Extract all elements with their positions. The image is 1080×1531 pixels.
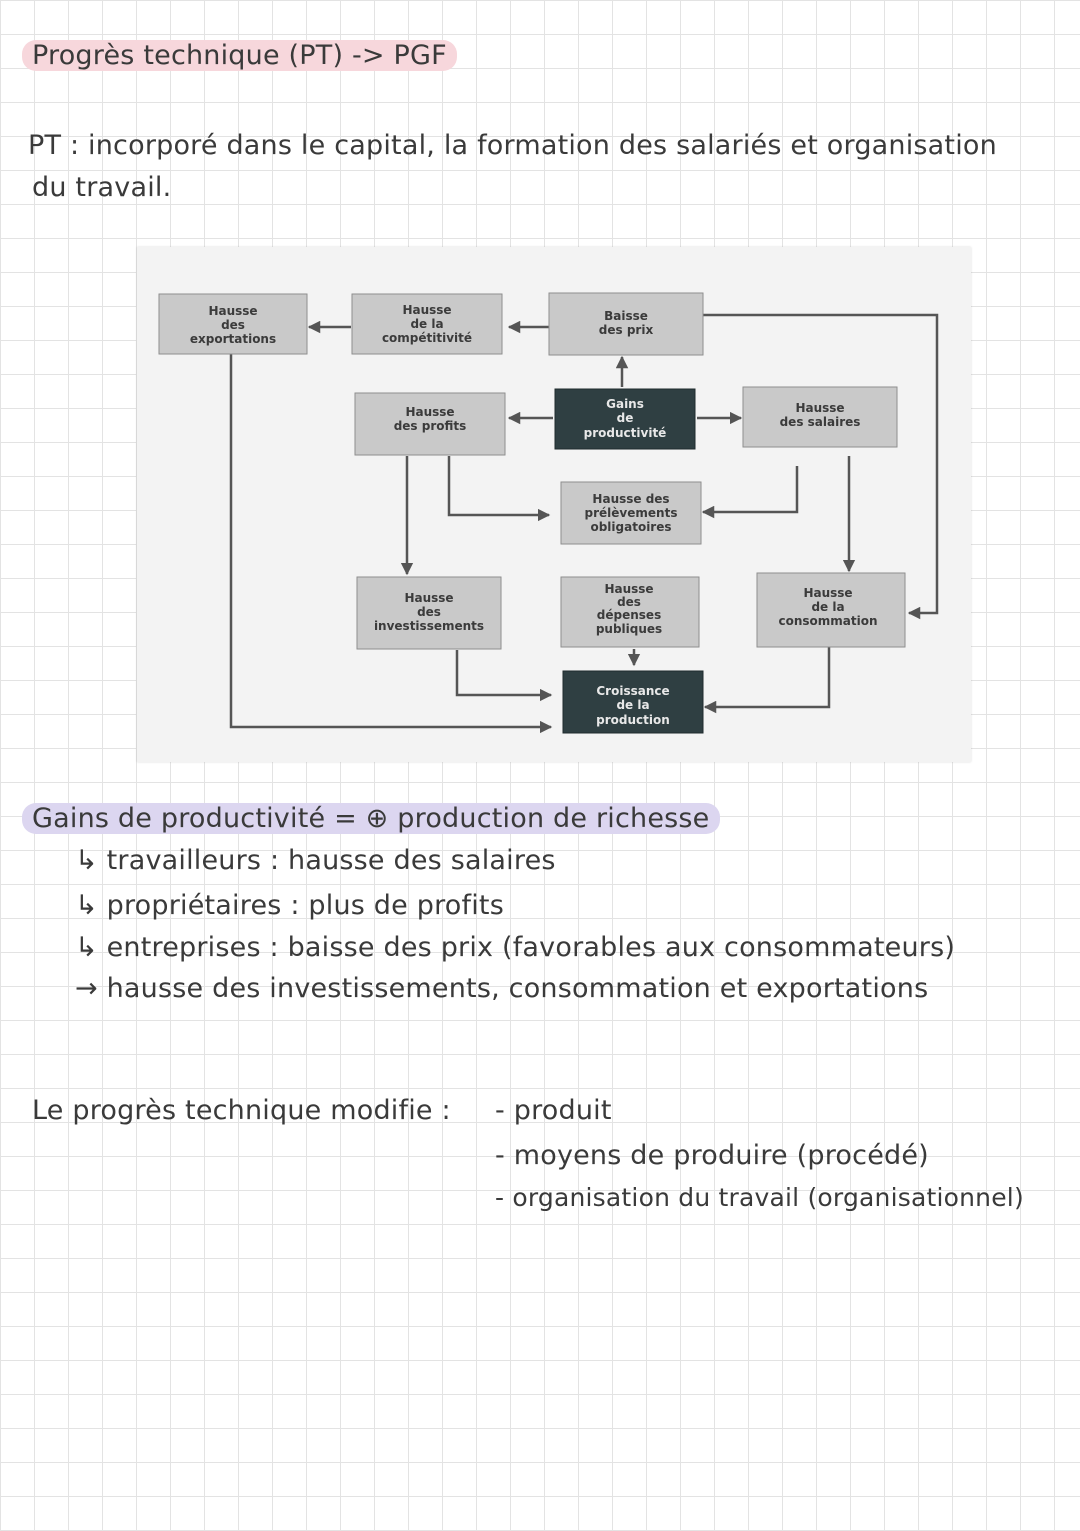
box-exportations-l3: exportations	[189, 332, 277, 346]
box-consommation-l3: consommation	[778, 614, 878, 628]
box-prix-l1: Baisse	[604, 309, 648, 323]
box-prix-l2: des prix	[598, 323, 654, 337]
arrow-salaires-prelevements	[703, 466, 797, 512]
box-depenses-l1: Hausse	[604, 582, 654, 596]
box-consommation-l2: de la	[811, 600, 845, 614]
box-depenses-l4: publiques	[595, 622, 663, 636]
box-salaires-l2: des salaires	[779, 415, 861, 429]
gains-item-1	[75, 845, 556, 876]
pt-modifies-label	[32, 1095, 451, 1126]
box-investissements-l3: investissements	[373, 619, 485, 633]
box-exportations-l1: Hausse	[208, 304, 258, 318]
box-prelevements	[561, 482, 701, 544]
definition-text-1: PT : incorporé dans le capital, la formation des salariés et organisation	[28, 130, 997, 161]
box-prelevements-l1: Hausse des	[592, 492, 670, 506]
gains-item-3	[75, 932, 955, 963]
box-salaires	[743, 387, 897, 447]
definition-line-1	[28, 130, 997, 161]
box-salaires-l1: Hausse	[795, 401, 845, 415]
pt-modifies-item-3-text: - organisation du travail (organisationnel)	[495, 1183, 1024, 1212]
box-exportations	[159, 294, 307, 354]
box-gains	[555, 389, 695, 449]
box-profits-l2: des profits	[393, 419, 467, 433]
box-croissance-l1: Croissance	[596, 684, 670, 698]
box-depenses	[561, 577, 699, 647]
box-profits-l1: Hausse	[405, 405, 455, 419]
gains-heading	[22, 803, 720, 834]
gains-item-2-text: ↳ propriétaires : plus de profits	[75, 890, 504, 921]
box-croissance-l2: de la	[616, 698, 650, 712]
box-croissance-l3: production	[596, 713, 670, 727]
box-competitivite	[352, 294, 502, 354]
gains-item-1-text: ↳ travailleurs : hausse des salaires	[75, 845, 556, 876]
definition-text-2: du travail.	[32, 172, 172, 203]
box-gains-l1: Gains	[606, 397, 644, 411]
box-profits	[355, 393, 505, 455]
box-investissements	[357, 577, 501, 649]
definition-line-2	[32, 172, 171, 203]
pt-modifies-item-2-text: - moyens de produire (procédé)	[495, 1140, 929, 1171]
box-investissements-l2: des	[417, 605, 441, 619]
box-gains-l2: de	[616, 411, 634, 425]
box-competitivite-l2: de la	[410, 317, 444, 331]
pt-modifies-item-1	[495, 1095, 612, 1126]
arrow-consommation-croissance	[705, 647, 829, 707]
arrow-investissements-croissance	[457, 650, 551, 695]
box-prelevements-l2: prélèvements	[584, 506, 678, 520]
gains-heading-text: Gains de productivité = ⊕ production de richesse	[22, 803, 720, 834]
pt-modifies-label-text: Le progrès technique modifie :	[32, 1095, 451, 1126]
diagram-photo	[137, 247, 971, 762]
box-exportations-l2: des	[221, 318, 245, 332]
box-consommation	[757, 573, 905, 647]
pt-modifies-item-2	[495, 1140, 929, 1171]
box-competitivite-l3: compétitivité	[381, 331, 473, 345]
page-title-text: Progrès technique (PT) -> PGF	[22, 40, 457, 71]
gains-item-2	[75, 890, 504, 921]
box-consommation-l1: Hausse	[803, 586, 853, 600]
pt-modifies-item-3	[495, 1183, 1024, 1212]
box-prelevements-l3: obligatoires	[590, 520, 672, 534]
box-gains-l3: productivité	[583, 426, 667, 440]
box-depenses-l2: des	[617, 595, 641, 609]
box-investissements-l1: Hausse	[404, 591, 454, 605]
arrow-profits-prelevements	[449, 456, 549, 515]
gains-item-4-text: → hausse des investissements, consommation et exportations	[75, 973, 929, 1004]
box-croissance	[563, 671, 703, 733]
box-competitivite-l1: Hausse	[402, 303, 452, 317]
box-prix	[549, 293, 703, 355]
gains-item-4	[75, 973, 928, 1004]
arrow-prix-consommation	[703, 315, 937, 613]
gains-item-3-text: ↳ entreprises : baisse des prix (favorables aux consommateurs)	[75, 932, 956, 963]
pt-modifies-item-1-text: - produit	[495, 1095, 612, 1126]
flow-diagram	[137, 247, 971, 762]
page-title	[22, 40, 457, 71]
box-depenses-l3: dépenses	[596, 608, 662, 622]
